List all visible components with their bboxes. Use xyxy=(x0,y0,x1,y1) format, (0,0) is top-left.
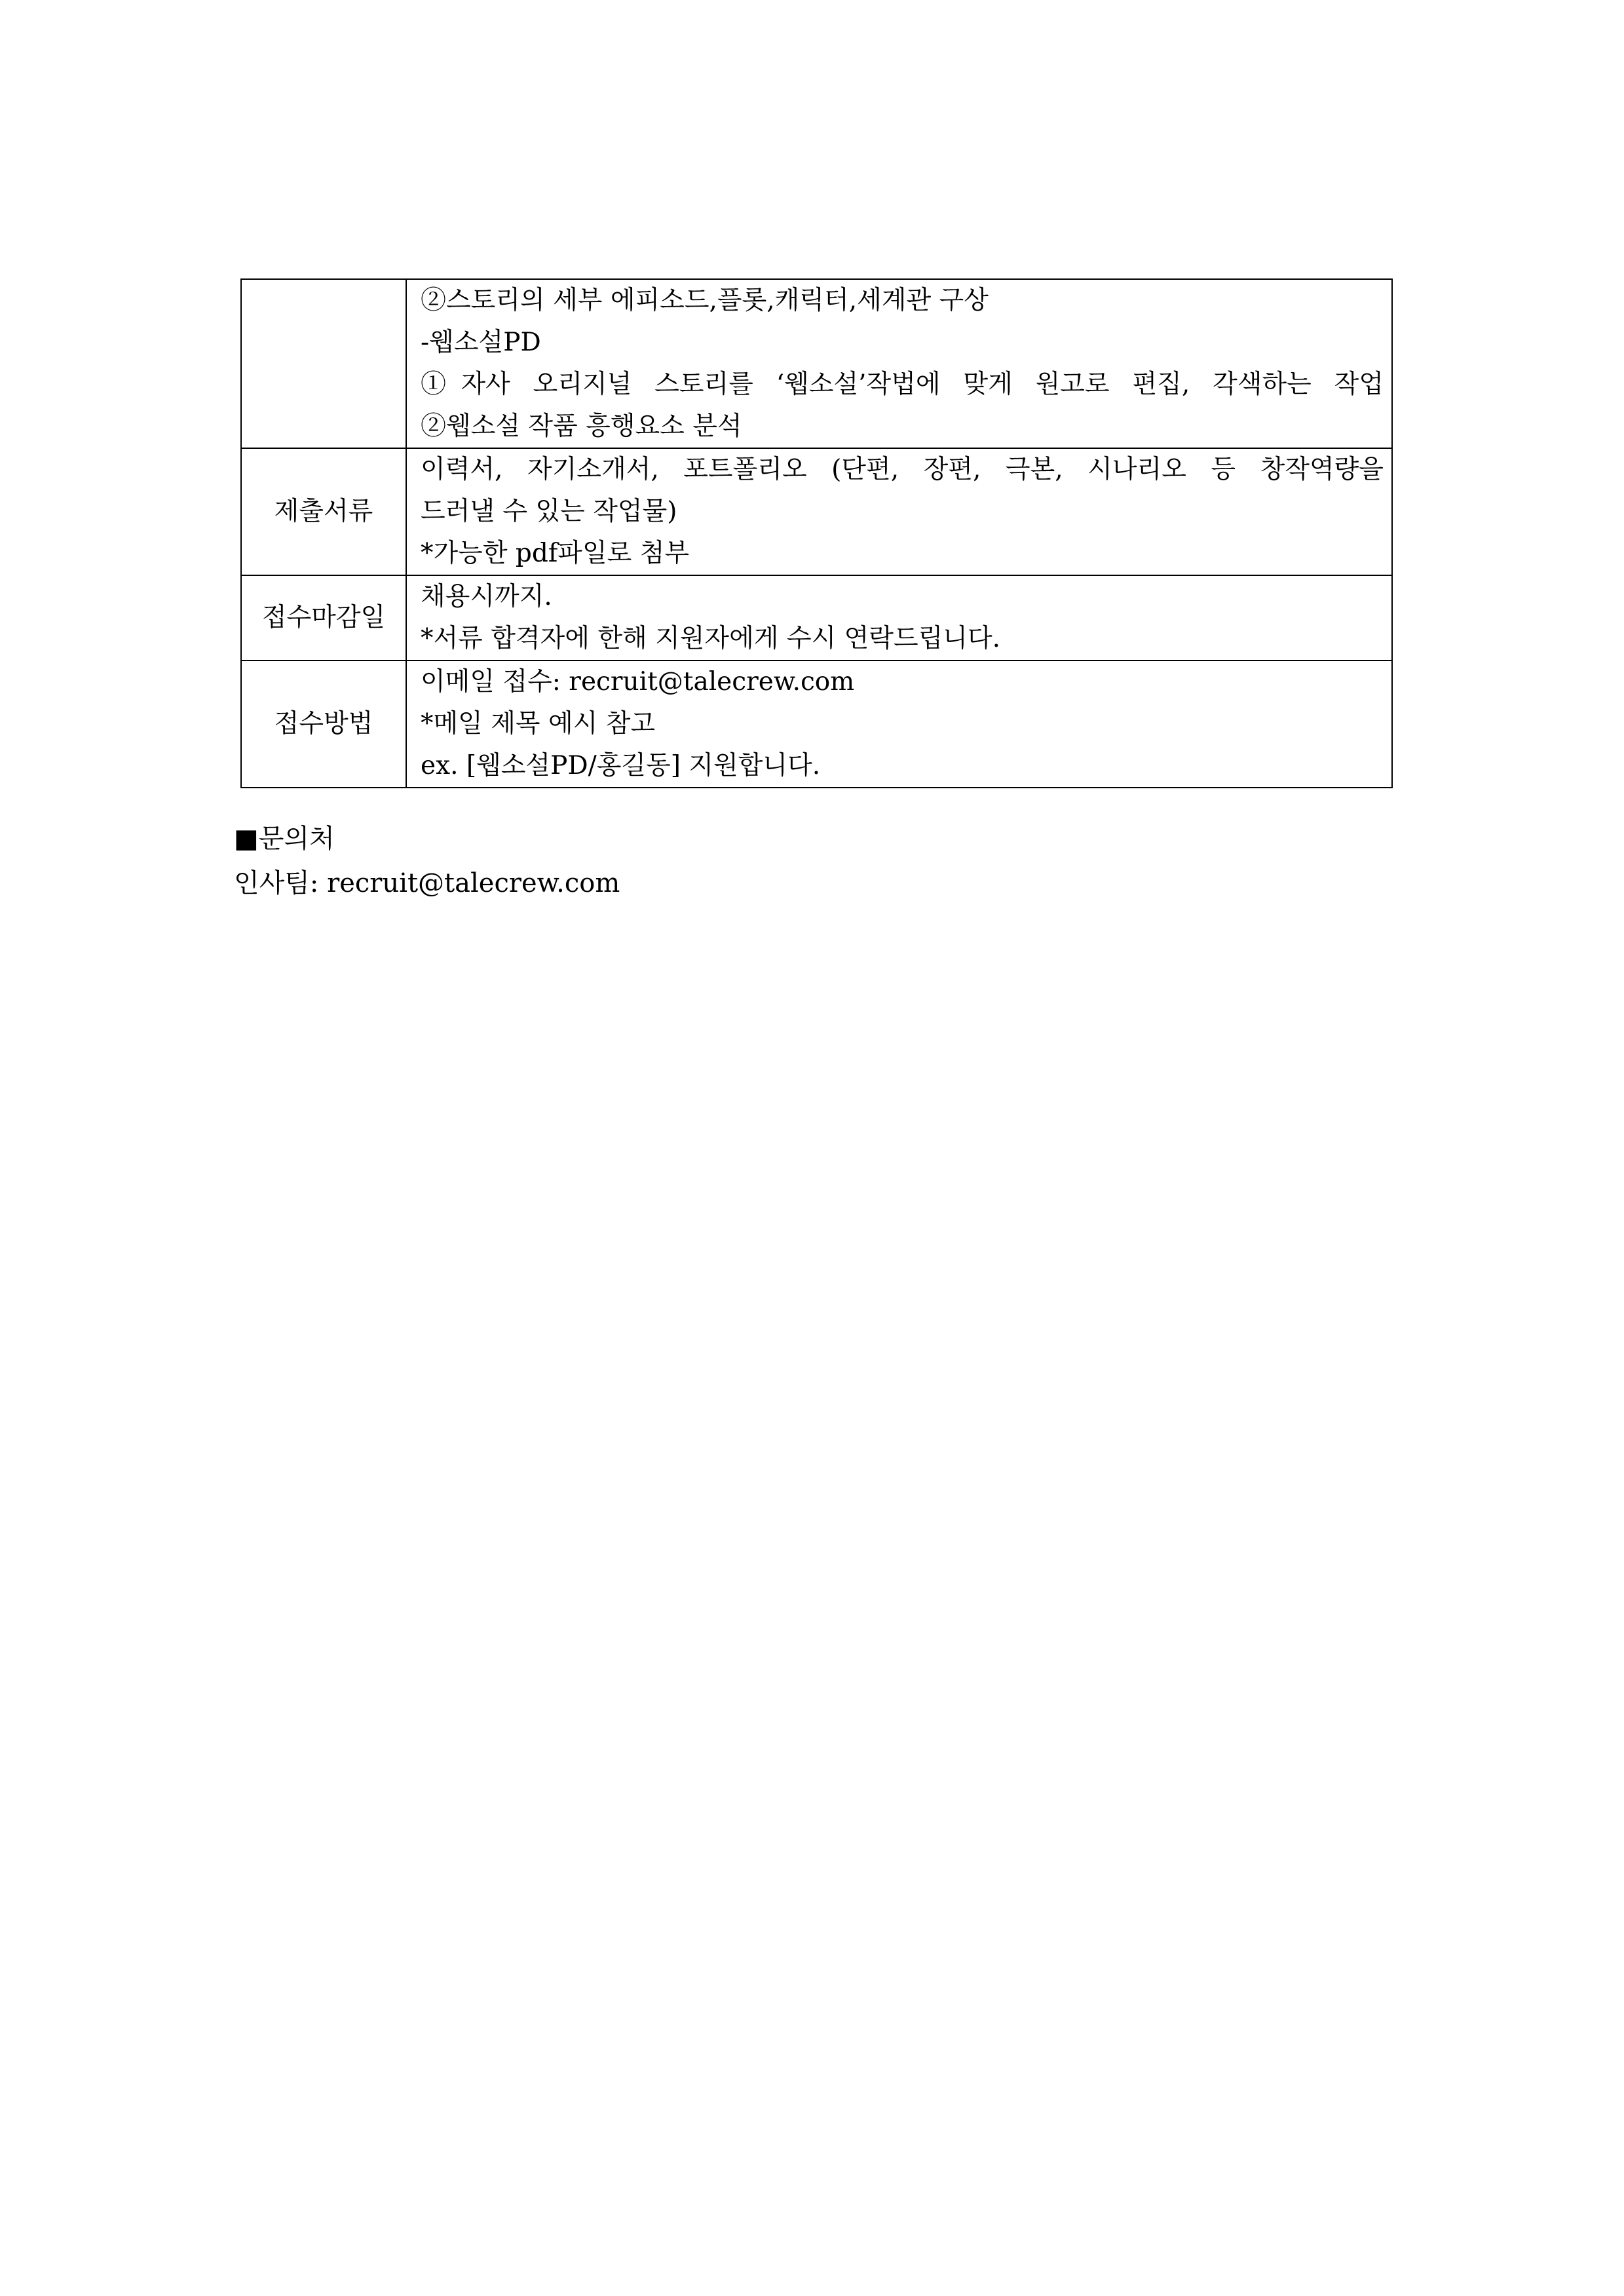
application-method-content xyxy=(406,660,1392,788)
table-row-application-method xyxy=(241,660,1392,788)
content-line: ②웹소설 작품 흥행요소 분석 xyxy=(421,411,742,441)
content-line: 이메일 접수: recruit@talecrew.com xyxy=(421,667,855,697)
content-line: ②스토리의 세부 에피소드,플롯,캐릭터,세계관 구상 xyxy=(421,286,989,315)
content-line: *가능한 pdf파일로 첨부 xyxy=(421,539,690,568)
documents-content xyxy=(406,448,1392,575)
row-label-deadline: 접수마감일 xyxy=(241,575,406,660)
contact-email-line: 인사팀: recruit@talecrew.com xyxy=(234,868,620,898)
row-label-application-method: 접수방법 xyxy=(241,660,406,788)
row-label-documents: 제출서류 xyxy=(241,448,406,575)
content-line: 채용시까지. xyxy=(421,582,552,611)
content-line: ①자사 오리지널 스토리를 ‘웹소설’작법에 맞게 원고로 편집, 각색하는 작업 xyxy=(421,370,1384,399)
content-line: -웹소설PD xyxy=(421,328,541,357)
content-line: *메일 제목 예시 참고 xyxy=(421,709,656,738)
deadline-content xyxy=(406,575,1392,660)
contact-heading: ■문의처 xyxy=(234,824,335,854)
recruitment-info-table xyxy=(240,278,1393,788)
table-row-documents xyxy=(241,448,1392,575)
table-row-job-duties xyxy=(241,279,1392,448)
row-label-empty xyxy=(241,279,406,448)
content-line: 이력서, 자기소개서, 포트폴리오 (단편, 장편, 극본, 시나리오 등 창작역량을 xyxy=(421,455,1384,484)
job-duties-content xyxy=(406,279,1392,448)
table-row-deadline xyxy=(241,575,1392,660)
content-line: ex. [웹소설PD/홍길동] 지원합니다. xyxy=(421,751,821,780)
content-line: *서류 합격자에 한해 지원자에게 수시 연락드립니다. xyxy=(421,624,1001,653)
content-line: 드러낼 수 있는 작업물) xyxy=(421,497,677,526)
